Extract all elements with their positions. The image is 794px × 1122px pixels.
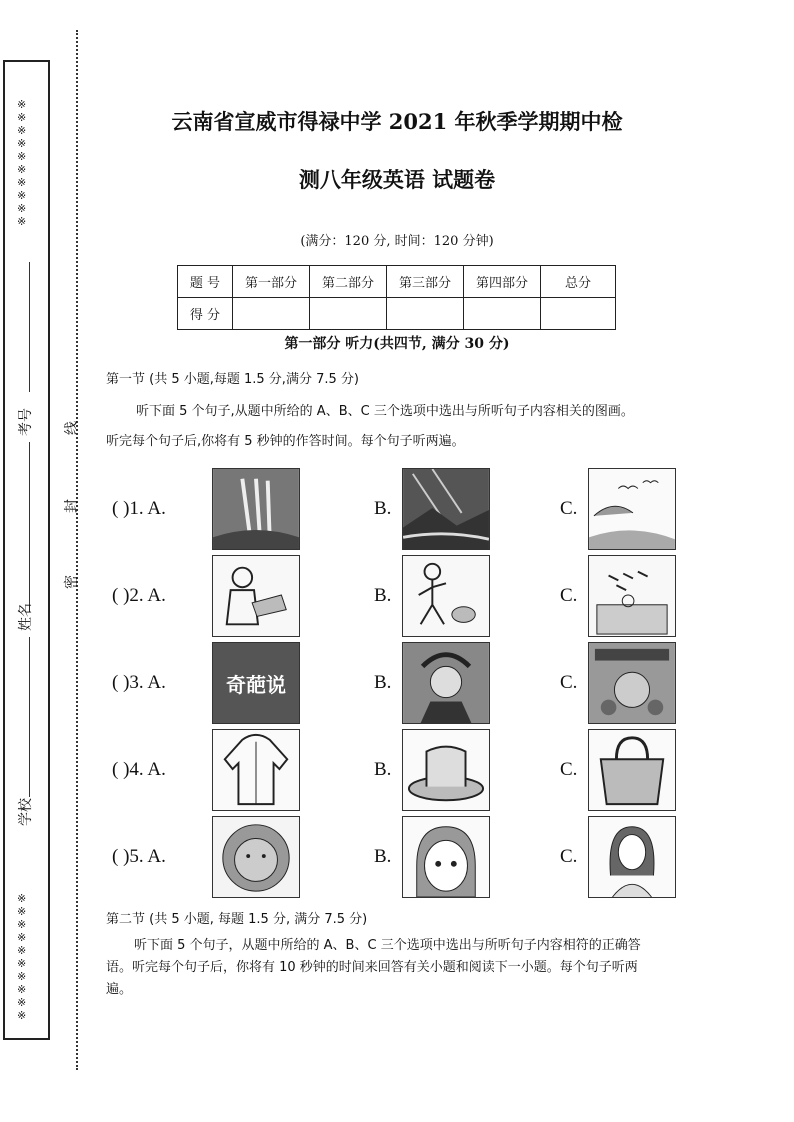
option-image-handbag[interactable]: [588, 729, 676, 811]
tv-show-logo-text: 奇葩说: [226, 673, 286, 697]
score-input-cell[interactable]: [310, 298, 387, 330]
option-image-running-dog[interactable]: [402, 555, 490, 637]
exam-info: (满分：120 分, 时间：120 分钟): [300, 234, 494, 249]
section2-instruction: 语。听完每个句子后，你将有 10 秒钟的时间来回答有关小题和阅读下一小题。每个句子听两: [106, 960, 638, 975]
score-table-cell: 第二部分: [310, 266, 387, 298]
option-image-princess-face[interactable]: [402, 816, 490, 898]
binding-line: [29, 637, 30, 797]
score-table-header-row: [178, 266, 616, 298]
question-row-3: [112, 642, 682, 724]
score-table-cell: 第一部分: [233, 266, 310, 298]
seal-char-feng: 封: [64, 499, 80, 513]
option-label-b: B.: [374, 759, 392, 780]
question-row-1: [112, 468, 682, 550]
score-input-cell[interactable]: [541, 298, 616, 330]
option-image-hat[interactable]: [402, 729, 490, 811]
option-image-reading-man[interactable]: [212, 555, 300, 637]
binding-line: [29, 262, 30, 392]
score-table-cell: 总分: [541, 266, 616, 298]
binding-stars-bottom: ※※※※※※ ※※※※: [17, 892, 27, 1022]
section2-instruction: 听下面 5 个句子，从题中所给的 A、B、C 三个选项中选出与所听句子内容相符的正确答: [134, 938, 641, 953]
option-image-curly-hair-face[interactable]: [212, 816, 300, 898]
score-input-cell[interactable]: [387, 298, 464, 330]
option-label-b: B.: [374, 846, 392, 867]
option-image-beach-birds[interactable]: [588, 468, 676, 550]
section1-instruction: 听下面 5 个句子,从题中所给的 A、B、C 三个选项中选出与所听句子内容相关的图画。: [136, 404, 634, 419]
part1-title: 第一部分 听力(共四节, 满分 30 分): [284, 336, 510, 352]
option-image-festival-poster[interactable]: [588, 642, 676, 724]
score-input-cell[interactable]: [464, 298, 541, 330]
score-table: [177, 265, 616, 330]
option-label-c: C.: [560, 672, 578, 693]
option-image-waterfall[interactable]: [212, 468, 300, 550]
option-label-c: C.: [560, 846, 578, 867]
question-row-5: [112, 816, 682, 898]
label-exam-number: 考号: [18, 408, 34, 436]
section2-heading: 第二节 (共 5 小题, 每题 1.5 分, 满分 7.5 分): [106, 912, 368, 927]
question-label: ( )4. A.: [112, 759, 166, 780]
page-title-line1: 云南省宣威市得禄中学 2021 年秋季学期期中检: [171, 109, 623, 134]
option-label-c: C.: [560, 759, 578, 780]
question-label: ( )3. A.: [112, 672, 166, 693]
page-title-line2: 测八年级英语 试题卷: [298, 167, 496, 192]
option-image-rainy-window[interactable]: [588, 555, 676, 637]
option-label-b: B.: [374, 672, 392, 693]
score-table-cell: 第四部分: [464, 266, 541, 298]
option-image-long-hair-woman[interactable]: [588, 816, 676, 898]
binding-stars-top: ※※※※※※※※※※: [17, 98, 27, 228]
option-image-peking-opera[interactable]: [402, 642, 490, 724]
binding-strip: [3, 60, 50, 1040]
option-label-c: C.: [560, 585, 578, 606]
question-row-2: [112, 555, 682, 637]
score-table-cell: 得 分: [178, 298, 233, 330]
label-name: 姓名: [18, 603, 34, 631]
option-image-mountain-storm[interactable]: [402, 468, 490, 550]
score-table-cell: 题 号: [178, 266, 233, 298]
option-label-b: B.: [374, 585, 392, 606]
score-input-cell[interactable]: [233, 298, 310, 330]
option-image-tv-show-logo[interactable]: [212, 642, 300, 724]
seal-char-mi: 密: [64, 575, 80, 589]
question-label: ( )2. A.: [112, 585, 166, 606]
option-image-jacket[interactable]: [212, 729, 300, 811]
seal-char-xian: 线: [64, 421, 80, 435]
section1-instruction: 听完每个句子后,你将有 5 秒钟的作答时间。每个句子听两遍。: [106, 434, 465, 449]
score-table-score-row: [178, 298, 616, 330]
section1-heading: 第一节 (共 5 小题,每题 1.5 分,满分 7.5 分): [106, 372, 359, 387]
option-label-b: B.: [374, 498, 392, 519]
score-table-cell: 第三部分: [387, 266, 464, 298]
binding-line: [29, 442, 30, 612]
question-label: ( )1. A.: [112, 498, 166, 519]
label-school: 学校: [18, 798, 34, 826]
option-label-c: C.: [560, 498, 578, 519]
question-row-4: [112, 729, 682, 811]
question-label: ( )5. A.: [112, 846, 166, 867]
section2-instruction: 遍。: [106, 982, 133, 997]
